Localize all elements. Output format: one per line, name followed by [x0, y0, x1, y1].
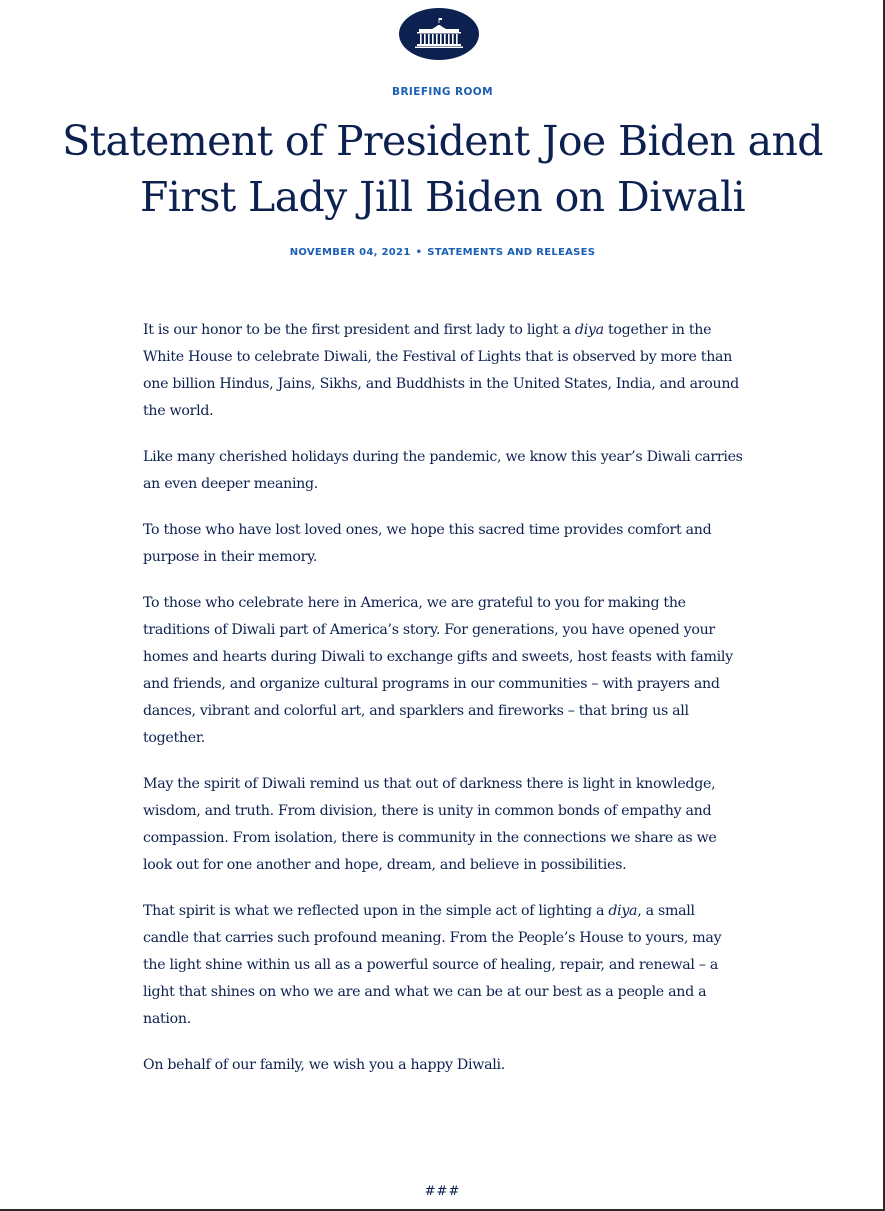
- page-title-line-1: Statement of President Joe Biden and: [62, 117, 823, 165]
- paragraph-1-text-a: It is our honor to be the first president and first lady to light a: [143, 322, 575, 338]
- meta-separator: •: [415, 247, 423, 258]
- paragraph-3: To those who have lost loved ones, we hope this sacred time provides comfort and purpose in their memory.: [143, 522, 712, 565]
- page-title: [0, 113, 885, 225]
- paragraph-1: [143, 317, 743, 425]
- paragraph-6-emphasis: diya: [608, 903, 638, 919]
- publish-date: NOVEMBER 04, 2021: [289, 247, 411, 258]
- category-link[interactable]: STATEMENTS AND RELEASES: [427, 247, 596, 258]
- paragraph-1-emphasis: diya: [574, 322, 604, 338]
- article-body: [143, 317, 743, 1079]
- paragraph-5: May the spirit of Diwali remind us that out of darkness there is light in knowledge, wisdom, and truth. From division, there is unity in common bonds of empathy and compassion. From isolation, there is community in the connections we share as we look out for one another and hope, dream, and believe in possibilities.: [143, 776, 717, 873]
- paragraph-6: [143, 898, 743, 1033]
- white-house-building-icon: [413, 17, 465, 51]
- paragraph-4: To those who celebrate here in America, we are grateful to you for making the traditions of Diwali part of America’s story. For generations, you have opened your homes and hearts during Diwali to exchange gifts and sweets, host feasts with family and friends, and organize cultural programs in our communities – with prayers and dances, vibrant and colorful art, and sparklers and fireworks – that bring us all together.: [143, 595, 733, 746]
- end-mark: ###: [424, 1184, 461, 1199]
- page-title-line-2: First Lady Jill Biden on Diwali: [139, 173, 746, 221]
- paragraph-6-text-a: That spirit is what we reflected upon in the simple act of lighting a: [143, 903, 609, 919]
- paragraph-6-text-b: , a small candle that carries such profound meaning. From the People’s House to yours, may the light shine within us all as a powerful source of healing, repair, and renewal – a light that shines on who we are and what we can be at our best as a people and a nation.: [143, 903, 722, 1027]
- article-meta: [0, 247, 885, 258]
- paragraph-7: On behalf of our family, we wish you a happy Diwali.: [143, 1057, 505, 1073]
- paragraph-1-text-b: together in the White House to celebrate Diwali, the Festival of Lights that is observed by more than one billion Hindus, Jains, Sikhs, and Buddhists in the United States, India, and around the world.: [143, 322, 739, 419]
- paragraph-2: Like many cherished holidays during the pandemic, we know this year’s Diwali carries an even deeper meaning.: [143, 449, 743, 492]
- breadcrumb-briefing-room[interactable]: BRIEFING ROOM: [392, 86, 493, 98]
- white-house-seal-icon[interactable]: [399, 8, 479, 60]
